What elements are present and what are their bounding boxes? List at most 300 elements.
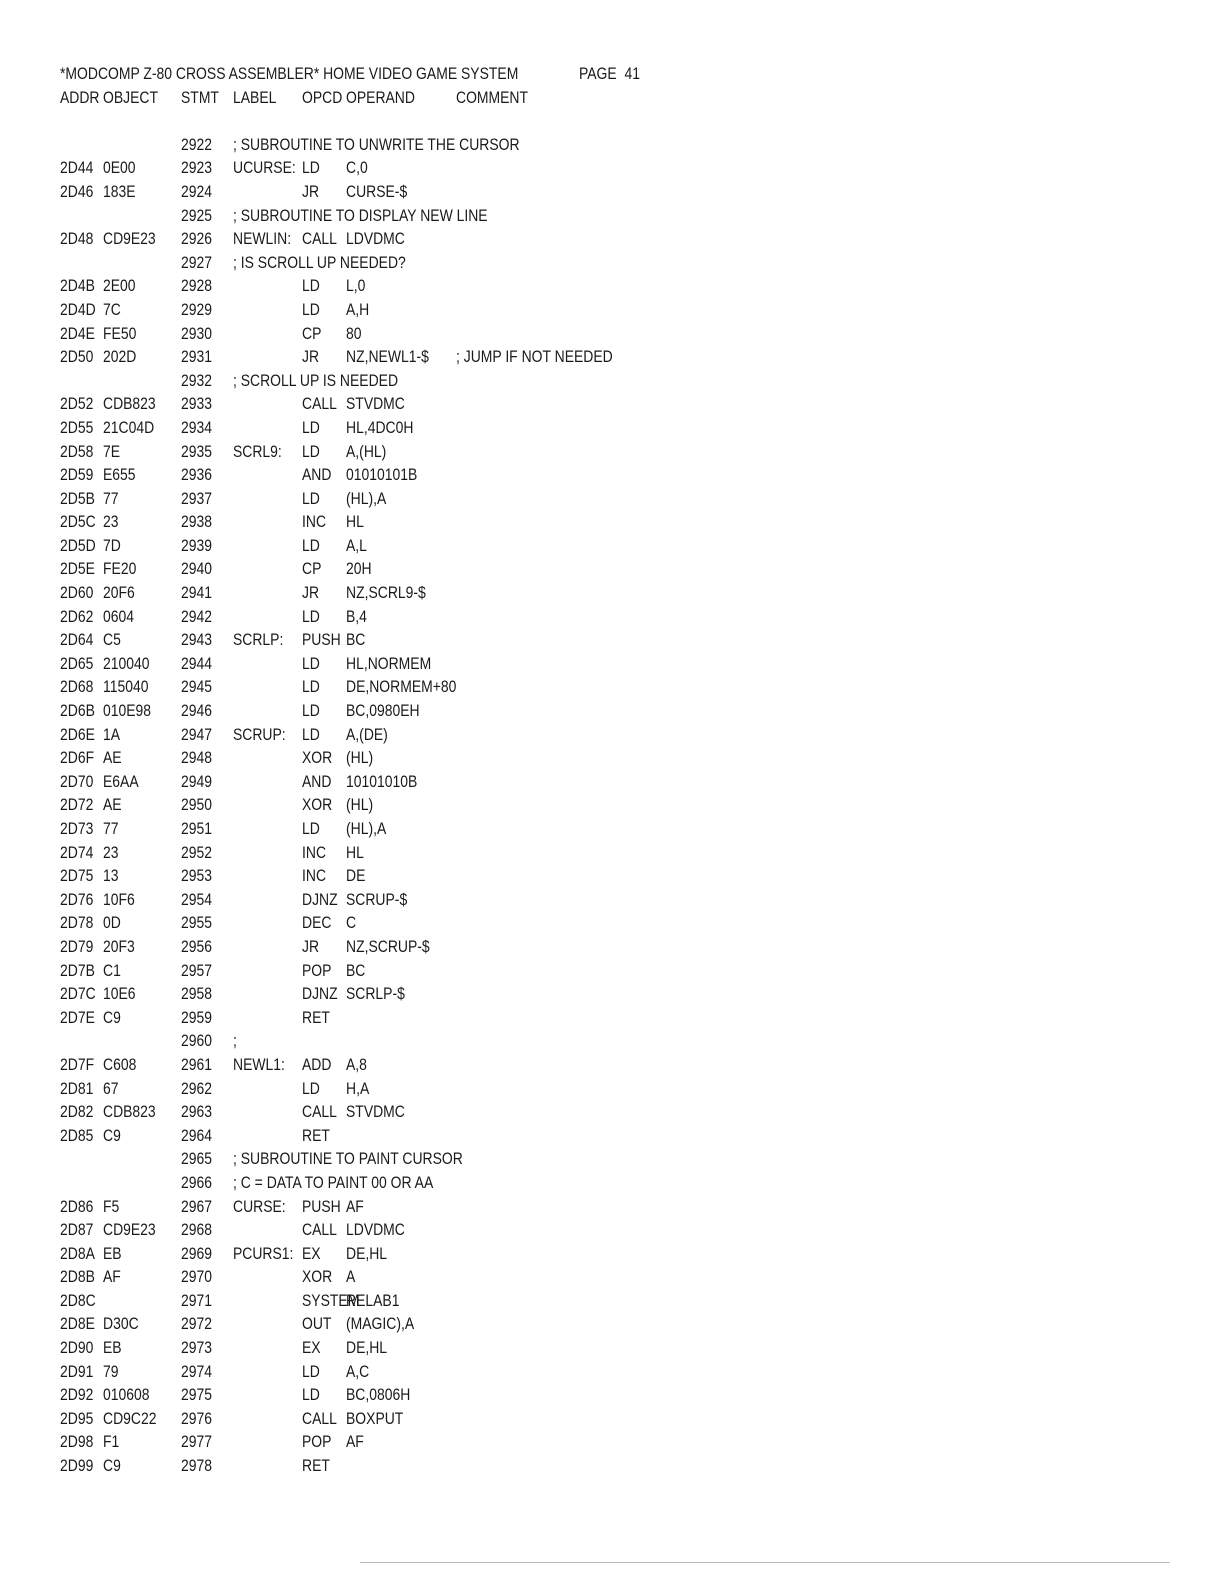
label-cell: UCURSE: (233, 158, 296, 178)
opcode-cell: LD (302, 417, 320, 437)
operand-cell: AF (346, 1196, 364, 1216)
stmt-cell: 2966 (181, 1172, 213, 1192)
operand-cell: A,(DE) (346, 724, 388, 744)
opcode-cell: DEC (302, 913, 332, 933)
stmt-cell: 2951 (181, 819, 213, 838)
object-cell: 23 (103, 512, 119, 532)
listing-line (60, 1218, 405, 1242)
listing-line (60, 675, 457, 699)
col-stmt: STMT (181, 87, 219, 107)
addr-cell: 2D8B (60, 1267, 95, 1287)
object-cell: 115040 (103, 677, 149, 697)
listing-line (60, 1454, 330, 1478)
stmt-cell: 2924 (181, 181, 213, 201)
operand-cell: BC (346, 960, 366, 980)
operand-cell: LDVDMC (346, 1220, 405, 1240)
opcode-cell: SYSTEM (302, 1290, 360, 1310)
addr-cell: 2D5D (60, 535, 96, 555)
stmt-cell: 2930 (181, 323, 213, 343)
label-cell: ; IS SCROLL UP NEEDED? (233, 252, 406, 272)
stmt-cell: 2945 (181, 677, 213, 697)
listing-line (60, 1053, 367, 1077)
label-cell: SCRUP: (233, 724, 286, 744)
object-cell: C608 (103, 1054, 137, 1074)
opcode-cell: LD (302, 299, 320, 319)
col-addr: ADDR (60, 87, 100, 107)
opcode-cell: LD (302, 701, 320, 721)
operand-cell: DE,HL (346, 1243, 388, 1263)
stmt-cell: 2965 (181, 1149, 213, 1169)
addr-cell: 2D7F (60, 1054, 95, 1074)
listing-line (60, 345, 613, 369)
addr-cell: 2D7E (60, 1007, 95, 1027)
stmt-cell: 2977 (181, 1432, 213, 1452)
listing-line (60, 581, 426, 605)
listing-line (60, 392, 405, 416)
operand-cell: NZ,SCRUP-$ (346, 936, 430, 956)
addr-cell: 2D62 (60, 606, 94, 626)
object-cell: CD9C22 (103, 1408, 157, 1428)
listing-line (60, 1407, 404, 1431)
opcode-cell: PUSH (302, 1196, 341, 1216)
operand-cell: 80 (346, 323, 362, 343)
operand-cell: RELAB1 (346, 1290, 400, 1310)
listing-line (60, 510, 364, 534)
addr-cell: 2D4D (60, 299, 96, 319)
opcode-cell: LD (302, 606, 320, 626)
addr-cell: 2D8E (60, 1314, 95, 1334)
object-cell: 183E (103, 181, 136, 201)
listing-rows (60, 133, 613, 1478)
operand-cell: B,4 (346, 606, 367, 626)
stmt-cell: 2971 (181, 1290, 213, 1310)
object-cell: 10F6 (103, 889, 135, 909)
listing-line (60, 1029, 237, 1053)
object-cell: F1 (103, 1432, 120, 1452)
opcode-cell: POP (302, 1432, 332, 1452)
object-cell: C9 (103, 1125, 121, 1145)
stmt-cell: 2944 (181, 653, 213, 673)
col-comment: COMMENT (456, 87, 529, 107)
object-cell: 7C (103, 299, 121, 319)
label-cell: ; SCROLL UP IS NEEDED (233, 370, 399, 390)
addr-cell: 2D6F (60, 748, 95, 768)
opcode-cell: LD (302, 276, 320, 296)
listing-line (60, 1006, 330, 1030)
listing-line (60, 1265, 356, 1289)
operand-cell: (HL) (346, 795, 374, 815)
addr-cell: 2D6E (60, 724, 95, 744)
opcode-cell: CALL (302, 1408, 337, 1428)
addr-cell: 2D52 (60, 394, 94, 414)
object-cell: 77 (103, 488, 119, 508)
addr-cell: 2D7C (60, 984, 96, 1004)
opcode-cell: RET (302, 1007, 330, 1027)
object-cell: 79 (103, 1361, 119, 1381)
listing-line (60, 416, 414, 440)
object-cell: AE (103, 748, 122, 768)
operand-cell: A (346, 1267, 356, 1287)
opcode-cell: CP (302, 559, 322, 579)
operand-cell: A,8 (346, 1054, 367, 1074)
operand-cell: SCRLP-$ (346, 984, 405, 1004)
opcode-cell: RET (302, 1456, 330, 1476)
stmt-cell: 2929 (181, 299, 213, 319)
object-cell: 0E00 (103, 158, 136, 178)
stmt-cell: 2959 (181, 1007, 213, 1027)
stmt-cell: 2974 (181, 1361, 213, 1381)
object-cell: C1 (103, 960, 121, 980)
operand-cell: (HL) (346, 748, 374, 768)
operand-cell: A,L (346, 535, 367, 555)
listing-line (60, 699, 420, 723)
operand-cell: (MAGIC),A (346, 1314, 415, 1334)
operand-cell: (HL),A (346, 819, 387, 838)
stmt-cell: 2958 (181, 984, 213, 1004)
object-cell: 7D (103, 535, 121, 555)
stmt-cell: 2961 (181, 1054, 213, 1074)
listing-line (60, 534, 367, 558)
addr-cell: 2D75 (60, 866, 94, 886)
addr-cell: 2D95 (60, 1408, 94, 1428)
object-cell: AE (103, 795, 122, 815)
operand-cell: BC,0980EH (346, 701, 420, 721)
stmt-cell: 2938 (181, 512, 213, 532)
operand-cell: LDVDMC (346, 229, 405, 249)
opcode-cell: CALL (302, 394, 337, 414)
listing-line (60, 1124, 330, 1148)
addr-cell: 2D46 (60, 181, 94, 201)
opcode-cell: JR (302, 181, 320, 201)
column-headers (60, 86, 529, 110)
stmt-cell: 2927 (181, 252, 213, 272)
object-cell: 202D (103, 347, 137, 367)
operand-cell: 10101010B (346, 771, 418, 791)
addr-cell: 2D78 (60, 913, 94, 933)
listing-line (60, 746, 374, 770)
operand-cell: HL,4DC0H (346, 417, 414, 437)
listing-line (60, 911, 357, 935)
opcode-cell: JR (302, 583, 320, 603)
opcode-cell: LD (302, 488, 320, 508)
stmt-cell: 2973 (181, 1338, 213, 1358)
object-cell: 010608 (103, 1385, 150, 1405)
listing-line (60, 251, 406, 275)
listing-line (60, 1430, 364, 1454)
opcode-cell: LD (302, 441, 320, 461)
stmt-cell: 2925 (181, 205, 213, 225)
listing-line (60, 982, 405, 1006)
page-number: PAGE 41 (579, 64, 640, 83)
listing-line (60, 298, 370, 322)
operand-cell: CURSE-$ (346, 181, 408, 201)
opcode-cell: INC (302, 512, 327, 532)
object-cell: 67 (103, 1078, 119, 1098)
opcode-cell: LD (302, 535, 320, 555)
addr-cell: 2D60 (60, 583, 94, 603)
operand-cell: NZ,SCRL9-$ (346, 583, 426, 603)
stmt-cell: 2939 (181, 535, 213, 555)
stmt-cell: 2936 (181, 465, 213, 485)
stmt-cell: 2968 (181, 1220, 213, 1240)
object-cell: 7E (103, 441, 121, 461)
comment-cell: ; JUMP IF NOT NEEDED (456, 347, 613, 367)
object-cell: CD9E23 (103, 229, 156, 249)
opcode-cell: ADD (302, 1054, 332, 1074)
listing-line (60, 723, 388, 747)
label-cell: SCRL9: (233, 441, 282, 461)
stmt-cell: 2964 (181, 1125, 213, 1145)
listing-line (60, 487, 387, 511)
opcode-cell: LD (302, 724, 320, 744)
addr-cell: 2D99 (60, 1456, 94, 1476)
stmt-cell: 2943 (181, 630, 213, 650)
operand-cell: BOXPUT (346, 1408, 404, 1428)
opcode-cell: XOR (302, 1267, 333, 1287)
listing-line (60, 793, 374, 817)
stmt-cell: 2960 (181, 1031, 213, 1051)
stmt-cell: 2947 (181, 724, 213, 744)
stmt-cell: 2940 (181, 559, 213, 579)
object-cell: 20F6 (103, 583, 135, 603)
opcode-cell: EX (302, 1338, 321, 1358)
label-cell: NEWLIN: (233, 229, 292, 249)
operand-cell: BC,0806H (346, 1385, 411, 1405)
stmt-cell: 2949 (181, 771, 213, 791)
opcode-cell: PUSH (302, 630, 341, 650)
stmt-cell: 2962 (181, 1078, 213, 1098)
operand-cell: DE (346, 866, 366, 886)
opcode-cell: POP (302, 960, 332, 980)
operand-cell: BC (346, 630, 366, 650)
opcode-cell: INC (302, 842, 327, 862)
object-cell: FE20 (103, 559, 137, 579)
opcode-cell: LD (302, 1361, 320, 1381)
opcode-cell: JR (302, 347, 320, 367)
operand-cell: 20H (346, 559, 372, 579)
object-cell: 010E98 (103, 701, 152, 721)
operand-cell: STVDMC (346, 1102, 405, 1122)
stmt-cell: 2946 (181, 701, 213, 721)
opcode-cell: INC (302, 866, 327, 886)
addr-cell: 2D73 (60, 819, 94, 838)
addr-cell: 2D76 (60, 889, 94, 909)
addr-cell: 2D92 (60, 1385, 94, 1405)
operand-cell: DE,HL (346, 1338, 388, 1358)
object-cell: 0D (103, 913, 121, 933)
operand-cell: (HL),A (346, 488, 387, 508)
stmt-cell: 2937 (181, 488, 213, 508)
opcode-cell: LD (302, 819, 320, 838)
stmt-cell: 2926 (181, 229, 213, 249)
label-cell: ; SUBROUTINE TO UNWRITE THE CURSOR (233, 134, 520, 154)
stmt-cell: 2969 (181, 1243, 213, 1263)
operand-cell: DE,NORMEM+80 (346, 677, 457, 697)
stmt-cell: 2957 (181, 960, 213, 980)
object-cell: E6AA (103, 771, 139, 791)
object-cell: EB (103, 1338, 122, 1358)
addr-cell: 2D85 (60, 1125, 94, 1145)
listing-line (60, 1360, 370, 1384)
listing-line (60, 156, 368, 180)
opcode-cell: EX (302, 1243, 321, 1263)
listing-line (60, 322, 362, 346)
object-cell: 1A (103, 724, 121, 744)
object-cell: 10E6 (103, 984, 136, 1004)
object-cell: C5 (103, 630, 121, 650)
stmt-cell: 2942 (181, 606, 213, 626)
listing-line (60, 1242, 388, 1266)
stmt-cell: 2932 (181, 370, 213, 390)
object-cell: E655 (103, 465, 136, 485)
addr-cell: 2D6B (60, 701, 95, 721)
addr-cell: 2D90 (60, 1338, 94, 1358)
addr-cell: 2D72 (60, 795, 94, 815)
stmt-cell: 2967 (181, 1196, 213, 1216)
stmt-cell: 2950 (181, 795, 213, 815)
stmt-cell: 2923 (181, 158, 213, 178)
col-operand: OPERAND (346, 87, 415, 107)
opcode-cell: OUT (302, 1314, 332, 1334)
object-cell: 0604 (103, 606, 135, 626)
operand-cell: A,(HL) (346, 441, 387, 461)
stmt-cell: 2933 (181, 394, 213, 414)
opcode-cell: LD (302, 1385, 320, 1405)
opcode-cell: LD (302, 677, 320, 697)
object-cell: 20F3 (103, 936, 135, 956)
operand-cell: C,0 (346, 158, 368, 178)
object-cell: 210040 (103, 653, 150, 673)
addr-cell: 2D64 (60, 630, 94, 650)
addr-cell: 2D5E (60, 559, 95, 579)
label-cell: PCURS1: (233, 1243, 294, 1263)
opcode-cell: AND (302, 465, 332, 485)
stmt-cell: 2972 (181, 1314, 213, 1334)
addr-cell: 2D50 (60, 347, 94, 367)
stmt-cell: 2948 (181, 748, 213, 768)
opcode-cell: CALL (302, 229, 337, 249)
addr-cell: 2D98 (60, 1432, 94, 1452)
listing-line (60, 888, 408, 912)
object-cell: 2E00 (103, 276, 136, 296)
stmt-cell: 2954 (181, 889, 213, 909)
stmt-cell: 2956 (181, 936, 213, 956)
addr-cell: 2D59 (60, 465, 94, 485)
addr-cell: 2D81 (60, 1078, 94, 1098)
listing-line (60, 1289, 400, 1313)
listing-line (60, 274, 366, 298)
operand-cell: HL,NORMEM (346, 653, 432, 673)
opcode-cell: AND (302, 771, 332, 791)
col-object: OBJECT (103, 87, 158, 107)
addr-cell: 2D5C (60, 512, 96, 532)
object-cell: 21C04D (103, 417, 155, 437)
stmt-cell: 2922 (181, 134, 213, 154)
listing-line (60, 369, 399, 393)
stmt-cell: 2928 (181, 276, 213, 296)
opcode-cell: CALL (302, 1102, 337, 1122)
operand-cell: C (346, 913, 357, 933)
listing-line (60, 652, 432, 676)
addr-cell: 2D8C (60, 1290, 96, 1310)
object-cell: 23 (103, 842, 119, 862)
listing-line (60, 1100, 405, 1124)
opcode-cell: LD (302, 653, 320, 673)
addr-cell: 2D5B (60, 488, 95, 508)
stmt-cell: 2931 (181, 347, 213, 367)
addr-cell: 2D70 (60, 771, 94, 791)
assembler-listing (60, 62, 640, 1478)
listing-line (60, 1171, 434, 1195)
listing-line (60, 1312, 415, 1336)
opcode-cell: CP (302, 323, 322, 343)
object-cell: F5 (103, 1196, 120, 1216)
listing-line (60, 1147, 463, 1171)
opcode-cell: LD (302, 158, 320, 178)
label-cell: ; SUBROUTINE TO DISPLAY NEW LINE (233, 205, 488, 225)
object-cell: CD9E23 (103, 1220, 156, 1240)
addr-cell: 2D7B (60, 960, 95, 980)
opcode-cell: XOR (302, 795, 333, 815)
opcode-cell: JR (302, 936, 320, 956)
listing-line (60, 180, 408, 204)
stmt-cell: 2952 (181, 842, 213, 862)
col-label: LABEL (233, 87, 277, 107)
listing-line (60, 227, 405, 251)
addr-cell: 2D55 (60, 417, 94, 437)
object-cell: 13 (103, 866, 119, 886)
listing-line (60, 440, 387, 464)
object-cell: AF (103, 1267, 121, 1287)
operand-cell: SCRUP-$ (346, 889, 408, 909)
stmt-cell: 2955 (181, 913, 213, 933)
listing-line (60, 841, 364, 865)
operand-cell: L,0 (346, 276, 366, 296)
object-cell: C9 (103, 1007, 121, 1027)
operand-cell: HL (346, 842, 364, 862)
addr-cell: 2D86 (60, 1196, 94, 1216)
listing-line (60, 463, 418, 487)
stmt-cell: 2975 (181, 1385, 213, 1405)
operand-cell: A,C (346, 1361, 370, 1381)
addr-cell: 2D68 (60, 677, 94, 697)
stmt-cell: 2970 (181, 1267, 213, 1287)
listing-line (60, 133, 520, 157)
opcode-cell: RET (302, 1125, 330, 1145)
operand-cell: H,A (346, 1078, 370, 1098)
addr-cell: 2D4B (60, 276, 95, 296)
addr-cell: 2D87 (60, 1220, 94, 1240)
listing-line (60, 1195, 364, 1219)
listing-line (60, 864, 366, 888)
operand-cell: STVDMC (346, 394, 405, 414)
label-cell: ; SUBROUTINE TO PAINT CURSOR (233, 1149, 463, 1169)
opcode-cell: DJNZ (302, 984, 338, 1004)
page-header (60, 62, 640, 86)
stmt-cell: 2978 (181, 1456, 213, 1476)
label-cell: ; C = DATA TO PAINT 00 OR AA (233, 1172, 434, 1192)
stmt-cell: 2963 (181, 1102, 213, 1122)
addr-cell: 2D74 (60, 842, 94, 862)
footer-rule (360, 1562, 1170, 1563)
listing-line (60, 204, 488, 228)
operand-cell: HL (346, 512, 364, 532)
listing-line (60, 817, 387, 841)
label-cell: NEWL1: (233, 1054, 285, 1074)
object-cell: 77 (103, 819, 119, 838)
listing-line (60, 770, 418, 794)
listing-line (60, 628, 366, 652)
